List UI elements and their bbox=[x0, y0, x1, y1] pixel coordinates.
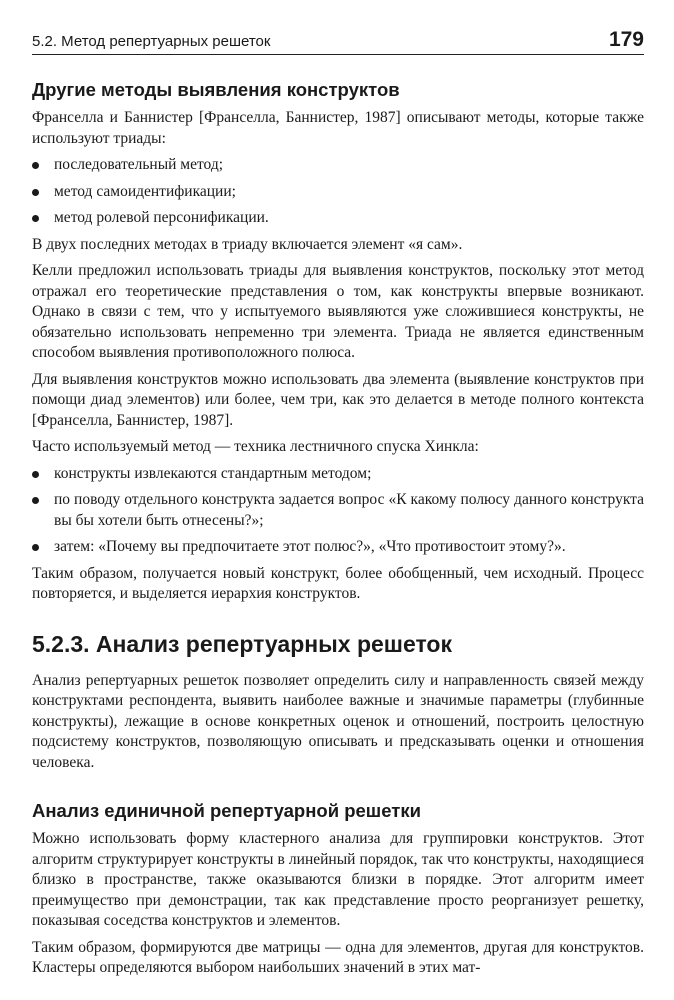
list-item: конструкты извлекаются стандартным методом; bbox=[32, 464, 644, 485]
bullet-icon bbox=[32, 162, 39, 169]
paragraph: Для выявления конструктов можно использовать два элемента (выявление конструктов при помощи диад элементов) или более, чем три, как это делается в методе полного контекста [Франселла, Баннистер, 1987]. bbox=[32, 370, 644, 429]
section-heading-single-grid: Анализ единичной репертуарной решетки bbox=[32, 800, 421, 821]
bullet-icon bbox=[32, 215, 39, 222]
paragraph: Таким образом, получается новый конструкт, более обобщенный, чем исходный. Процесс повторяется, и выделяется иерархия конструктов. bbox=[32, 564, 644, 602]
list-item: затем: «Почему вы предпочитаете этот полюс?», «Что противостоит этому?». bbox=[32, 537, 644, 558]
page-number: 179 bbox=[608, 28, 644, 51]
section-heading-grid-analysis: 5.2.3. Анализ репертуарных решеток bbox=[32, 630, 452, 657]
paragraph: Франселла и Баннистер [Франселла, Баннистер, 1987] описывают методы, которые также используют триады: bbox=[32, 109, 644, 147]
page-content bbox=[32, 78, 644, 985]
bullet-list-methods bbox=[32, 155, 644, 229]
bullet-icon bbox=[32, 497, 39, 504]
paragraph: Анализ репертуарных решеток позволяет определить силу и направленность связей между конструктами респондента, выявить наиболее важные и значимые параметры (глубинные конструкты), лежащие в основе конкретных оценок и отношений, построить целостную подсистему конструктов, позволяющую описывать и предсказывать оценки и отношения человека. bbox=[32, 671, 644, 771]
bullet-list-laddering bbox=[32, 464, 644, 558]
paragraph: Келли предложил использовать триады для выявления конструктов, поскольку этот метод отражал его теоретические представления о том, как конструкты впервые возникают. Однако в связи с тем, что у испытуемого выявляются уже сложившиеся конструкты, не обязательно использовать непременно три элемента. Триада не является единственным способом выявления противоположного полюса. bbox=[32, 262, 644, 361]
list-item: последовательный метод; bbox=[32, 155, 644, 176]
bullet-icon bbox=[32, 471, 39, 478]
section-heading-other-methods: Другие методы выявления конструктов bbox=[32, 79, 400, 100]
paragraph: Можно использовать форму кластерного анализа для группировки конструктов. Этот алгоритм структурирует конструкты в линейный порядок, так что конструкты, находящиеся близко в пространстве, также оказываются близки в порядке. Этот алгоритм имеет преимущество при демонстрации, так как представление просто реорганизует решетку, показывая соседства конструктов и элементов. bbox=[32, 830, 644, 929]
list-item: по поводу отдельного конструкта задается вопрос «К какому полюсу данного конструкта вы бы хотели быть отнесены?»; bbox=[32, 490, 644, 531]
paragraph: Таким образом, формируются две матрицы — одна для элементов, другая для конструктов. Кластеры определяются выбором наибольших значений в этих мат- bbox=[32, 938, 644, 976]
running-title: 5.2. Метод репертуарных решеток bbox=[32, 33, 271, 50]
bullet-icon bbox=[32, 544, 39, 551]
paragraph: В двух последних методах в триаду включается элемент «я сам». bbox=[32, 235, 463, 253]
list-item: метод ролевой персонификации. bbox=[32, 208, 644, 229]
bullet-icon bbox=[32, 189, 39, 196]
paragraph: Часто используемый метод — техника лестничного спуска Хинкла: bbox=[32, 438, 479, 455]
list-item: метод самоидентификации; bbox=[32, 182, 644, 203]
running-head bbox=[32, 28, 644, 55]
